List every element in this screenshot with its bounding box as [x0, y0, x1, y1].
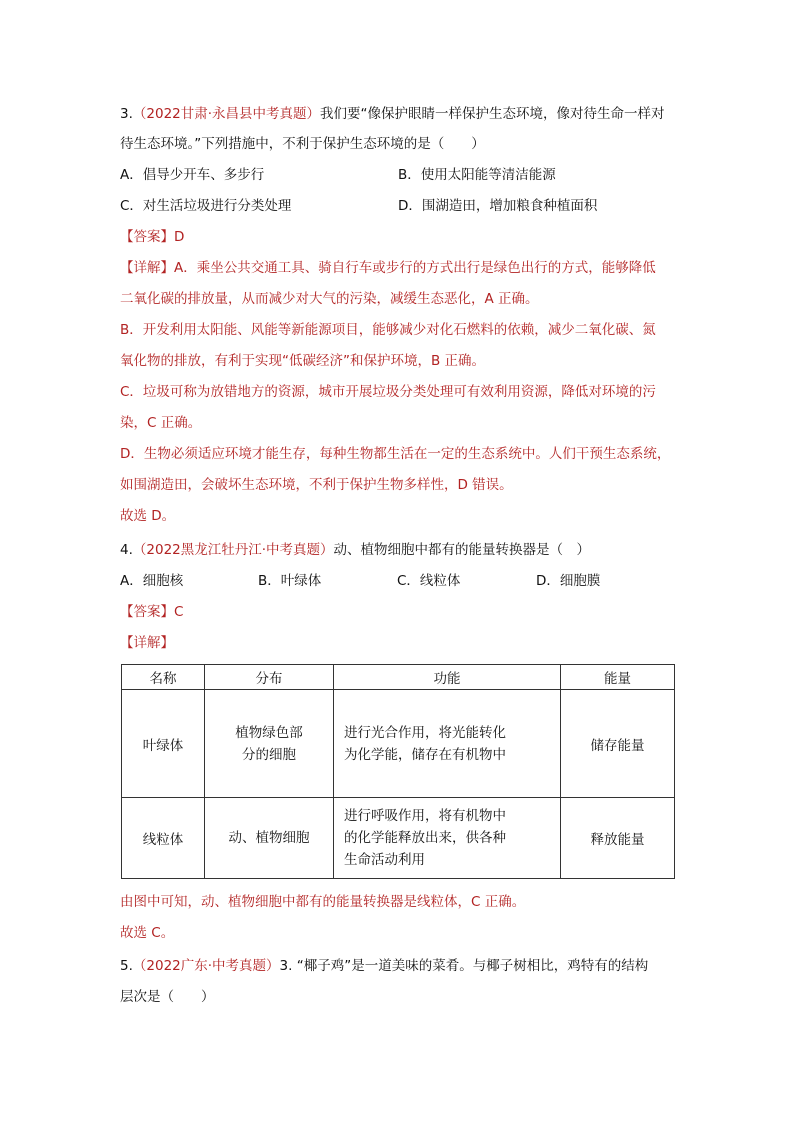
table-header-row — [122, 665, 675, 690]
table-header-energy: 能量 — [561, 665, 675, 690]
q3-answer-value: D — [174, 229, 185, 245]
table-cell-function — [334, 690, 561, 798]
cell-line: 分的细胞 — [242, 746, 296, 763]
table-cell-distribution — [205, 690, 334, 798]
q3-detail-line2: 二氧化碳的排放量，从而减少对大气的污染，减缓生态恶化，A 正确。 — [120, 291, 539, 307]
table-cell-name: 叶绿体 — [122, 690, 205, 798]
q4-option-d: D．细胞膜 — [536, 573, 601, 589]
q4-answer — [120, 602, 183, 622]
table-row — [122, 690, 675, 798]
q5-source: （2022广东·中考真题） — [132, 958, 280, 974]
q3-option-c: C．对生活垃圾进行分类处理 — [120, 198, 292, 214]
table-cell-energy: 储存能量 — [561, 690, 675, 798]
cell-line: 植物绿色部 — [235, 724, 303, 741]
q5-stem-line2: 层次是（ ） — [120, 989, 215, 1005]
table-header-name: 名称 — [122, 665, 205, 690]
q3-choose: 故选 D。 — [120, 508, 176, 524]
q5-stem-line1 — [120, 956, 648, 976]
cell-line: 的化学能释放出来，供各种 — [344, 830, 506, 846]
cell-line: 为化学能，储存在有机物中 — [344, 746, 506, 763]
q3-detail-line3: B．开发利用太阳能、风能等新能源项目，能够减少对化石燃料的依赖，减少二氧化碳、氮 — [120, 322, 656, 338]
cell-line: 生命活动利用 — [344, 852, 425, 868]
q3-option-d: D．围湖造田，增加粮食种植面积 — [398, 198, 598, 214]
q4-stem-text: 动、植物细胞中都有的能量转换器是（ ） — [333, 542, 591, 558]
q3-detail-line8: 如围湖造田，会破坏生态环境，不利于保护生物多样性，D 错误。 — [120, 477, 513, 493]
q4-stem — [120, 540, 590, 560]
organelle-table — [121, 664, 675, 879]
q4-conclusion: 由图中可知，动、植物细胞中都有的能量转换器是线粒体，C 正确。 — [120, 894, 526, 910]
q3-answer-label: 【答案】 — [120, 229, 174, 245]
q3-detail-line4: 氧化物的排放，有利于实现“低碳经济”和保护环境，B 正确。 — [120, 353, 486, 369]
table-cell-name: 线粒体 — [122, 798, 205, 879]
table-header-distribution: 分布 — [205, 665, 334, 690]
q4-answer-label: 【答案】 — [120, 604, 174, 620]
q3-detail-line7: D．生物必须适应环境才能生存，每种生物都生活在一定的生态系统中。人们干预生态系统， — [120, 446, 671, 462]
table-row — [122, 798, 675, 879]
table-cell-energy: 释放能量 — [561, 798, 675, 879]
q4-number: 4. — [120, 542, 133, 558]
q4-source: （2022黑龙江牡丹江·中考真题） — [132, 542, 334, 558]
q3-detail-label: 【详解】 — [120, 260, 174, 276]
q4-option-b: B．叶绿体 — [258, 573, 322, 589]
q3-source: （2022甘肃·永昌县中考真题） — [132, 106, 321, 122]
cell-line: 动、植物细胞 — [228, 830, 310, 846]
q3-stem-text1: 我们要“像保护眼睛一样保护生态环境，像对待生命一样对 — [320, 106, 665, 122]
q3-detail-text1: A．乘坐公共交通工具、骑自行车或步行的方式出行是绿色出行的方式，能够降低 — [174, 260, 656, 276]
q3-answer — [120, 227, 184, 247]
cell-line: 进行呼吸作用，将有机物中 — [344, 808, 506, 824]
q3-detail-line6: 染，C 正确。 — [120, 415, 202, 431]
q5-stem-text1: 3. “椰子鸡”是一道美味的菜肴。与椰子树相比，鸡特有的结构 — [279, 958, 649, 974]
q3-detail-line1 — [120, 258, 656, 278]
q4-option-c: C．线粒体 — [397, 573, 461, 589]
q3-stem-line1 — [120, 104, 665, 124]
table-cell-function — [334, 798, 561, 879]
cell-line: 进行光合作用，将光能转化 — [344, 724, 506, 741]
q3-stem-line2: 待生态环境。”下列措施中，不利于保护生态环境的是（ ） — [120, 136, 485, 152]
table-cell-distribution — [205, 798, 334, 879]
q5-number: 5. — [120, 958, 133, 974]
q3-option-a: A．倡导少开车、多步行 — [120, 167, 265, 183]
table-header-function: 功能 — [334, 665, 561, 690]
q3-number: 3. — [120, 106, 133, 122]
q4-option-a: A．细胞核 — [120, 573, 184, 589]
q4-answer-value: C — [174, 604, 184, 620]
q3-detail-line5: C．垃圾可称为放错地方的资源，城市开展垃圾分类处理可有效利用资源，降低对环境的污 — [120, 384, 656, 400]
q4-choose: 故选 C。 — [120, 925, 175, 941]
q3-option-b: B．使用太阳能等清洁能源 — [398, 167, 556, 183]
q4-detail-label: 【详解】 — [120, 635, 174, 651]
